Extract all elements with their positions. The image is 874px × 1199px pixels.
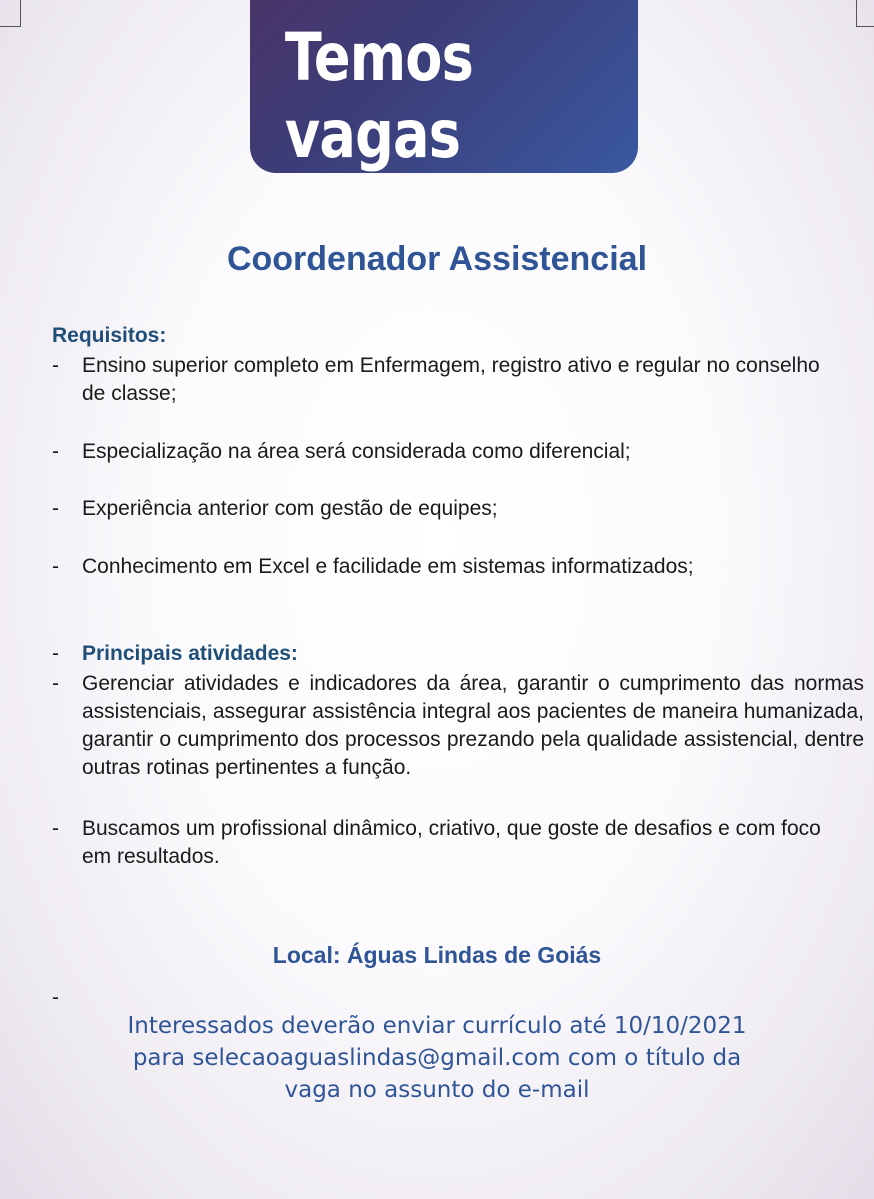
activity-item (52, 815, 832, 871)
contact-line-3: vaga no assunto do e-mail (284, 1077, 590, 1103)
requirement-text: Ensino superior completo em Enfermagem, registro ativo e regular no conselho de classe; (82, 354, 820, 405)
banner-title: Temos vagas (284, 18, 474, 173)
contact-email[interactable]: selecaoaguaslindas@gmail.com (192, 1045, 561, 1071)
activities-heading: Principais atividades: (82, 642, 298, 665)
bullet-dash: - (52, 642, 59, 665)
activity-item (52, 670, 864, 782)
requirement-item (52, 438, 864, 466)
contact-line-1: Interessados deverão enviar currículo até 10/10/2021 (127, 1013, 747, 1039)
activity-text: Buscamos um profissional dinâmico, criativo, que goste de desafios e com foco em resultados. (82, 817, 821, 868)
bullet-dash: - (52, 497, 59, 520)
contact-line-2-suffix: com o título da (567, 1045, 742, 1071)
requirement-item (52, 495, 864, 523)
requirement-item (52, 352, 832, 408)
job-location: Local: Águas Lindas de Goiás (272, 942, 602, 968)
crop-mark-right (856, 0, 874, 27)
contact-instructions (100, 1010, 774, 1106)
bullet-dash: - (52, 354, 59, 377)
requirement-text: Especialização na área será considerada como diferencial; (82, 440, 631, 463)
requirements-heading: Requisitos: (52, 324, 167, 347)
bullet-dash: - (52, 555, 59, 578)
activity-text: Gerenciar atividades e indicadores da área, garantir o cumprimento das normas assistenciais, assegurar assistência integral aos pacientes de maneira humanizada, garantir o cumprimento dos processos prezando pela qualidade assistencial, dentre outras rotinas pertinentes a função. (82, 672, 864, 779)
requirement-text: Conhecimento em Excel e facilidade em sistemas informatizados; (82, 555, 694, 578)
requirement-text: Experiência anterior com gestão de equipes; (82, 497, 498, 520)
bullet-dash: - (52, 986, 59, 1009)
crop-mark-left (0, 0, 21, 27)
job-title: Coordenador Assistencial (226, 240, 648, 278)
contact-line-2 (100, 1042, 774, 1074)
bullet-dash: - (52, 440, 59, 463)
bullet-dash: - (52, 672, 59, 695)
bullet-dash: - (52, 817, 59, 840)
activities-heading-item (52, 640, 864, 668)
contact-line-2-prefix: para (132, 1045, 186, 1071)
requirement-item (52, 553, 864, 581)
header-banner (250, 0, 638, 173)
